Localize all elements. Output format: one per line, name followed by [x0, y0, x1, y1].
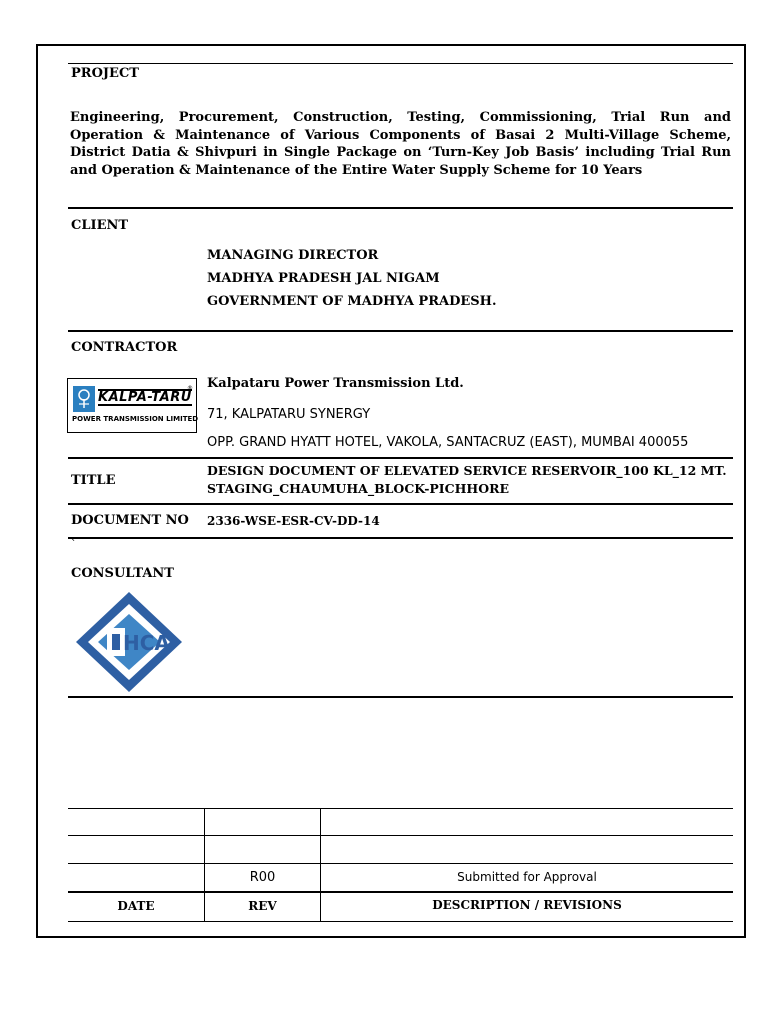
title-label: TITLE [71, 473, 116, 488]
revision-description: Submitted for Approval [457, 870, 597, 884]
header-rev: REV [248, 899, 277, 913]
hca-logo-text: HCA [123, 631, 170, 655]
project-label: PROJECT [71, 66, 139, 81]
divider [68, 63, 733, 64]
kalpataru-logo-word: KALPA-TARU [98, 390, 192, 405]
contractor-name: Kalpataru Power Transmission Ltd. [207, 376, 464, 391]
title-line-2: STAGING_CHAUMUHA_BLOCK-PICHHORE [207, 481, 510, 496]
registered-mark: ® [187, 385, 193, 392]
consultant-label: CONSULTANT [71, 566, 174, 581]
kalpataru-tree-icon [73, 386, 95, 412]
table-line [68, 808, 733, 809]
contractor-label: CONTRACTOR [71, 340, 178, 355]
kalpataru-logo [67, 378, 197, 433]
revision-rev: R00 [249, 870, 276, 885]
contractor-address-2: OPP. GRAND HYATT HOTEL, VAKOLA, SANTACRUZ (EAST), MUMBAI 400055 [207, 435, 689, 450]
hca-diamond-logo [74, 590, 184, 694]
divider [68, 537, 733, 539]
divider [68, 330, 733, 332]
document-number: 2336-WSE-ESR-CV-DD-14 [207, 514, 380, 528]
table-line [68, 891, 733, 893]
divider [68, 207, 733, 209]
divider [68, 503, 733, 505]
client-line-2: MADHYA PRADESH JAL NIGAM [207, 271, 440, 286]
divider [68, 457, 733, 459]
header-description: DESCRIPTION / REVISIONS [432, 898, 622, 912]
kalpataru-logo-subtitle: POWER TRANSMISSION LIMITED [72, 415, 199, 423]
divider [68, 696, 733, 698]
client-line-1: MANAGING DIRECTOR [207, 248, 379, 263]
table-line [68, 921, 733, 922]
title-line-1: DESIGN DOCUMENT OF ELEVATED SERVICE RESERVOIR_100 KL_12 MT. [207, 463, 727, 478]
table-line [68, 835, 733, 836]
client-label: CLIENT [71, 218, 129, 233]
document-no-label: DOCUMENT NO [71, 513, 189, 528]
project-description: Engineering, Procurement, Construction, Testing, Commissioning, Trial Run and Operation & Maintenance of Various Components of Basai 2 Multi-Village Scheme, District Datia & Shivpuri in Single Package on ‘Turn-Key Job Basis’ including Trial Run and Operation & Maintenance of the Entire Water Supply Scheme for 10 Years [70, 110, 731, 178]
stray-mark: ` [71, 538, 77, 551]
contractor-address-1: 71, KALPATARU SYNERGY [207, 407, 371, 422]
client-line-3: GOVERNMENT OF MADHYA PRADESH. [207, 294, 497, 309]
table-line [68, 863, 733, 864]
header-date: DATE [117, 899, 155, 913]
